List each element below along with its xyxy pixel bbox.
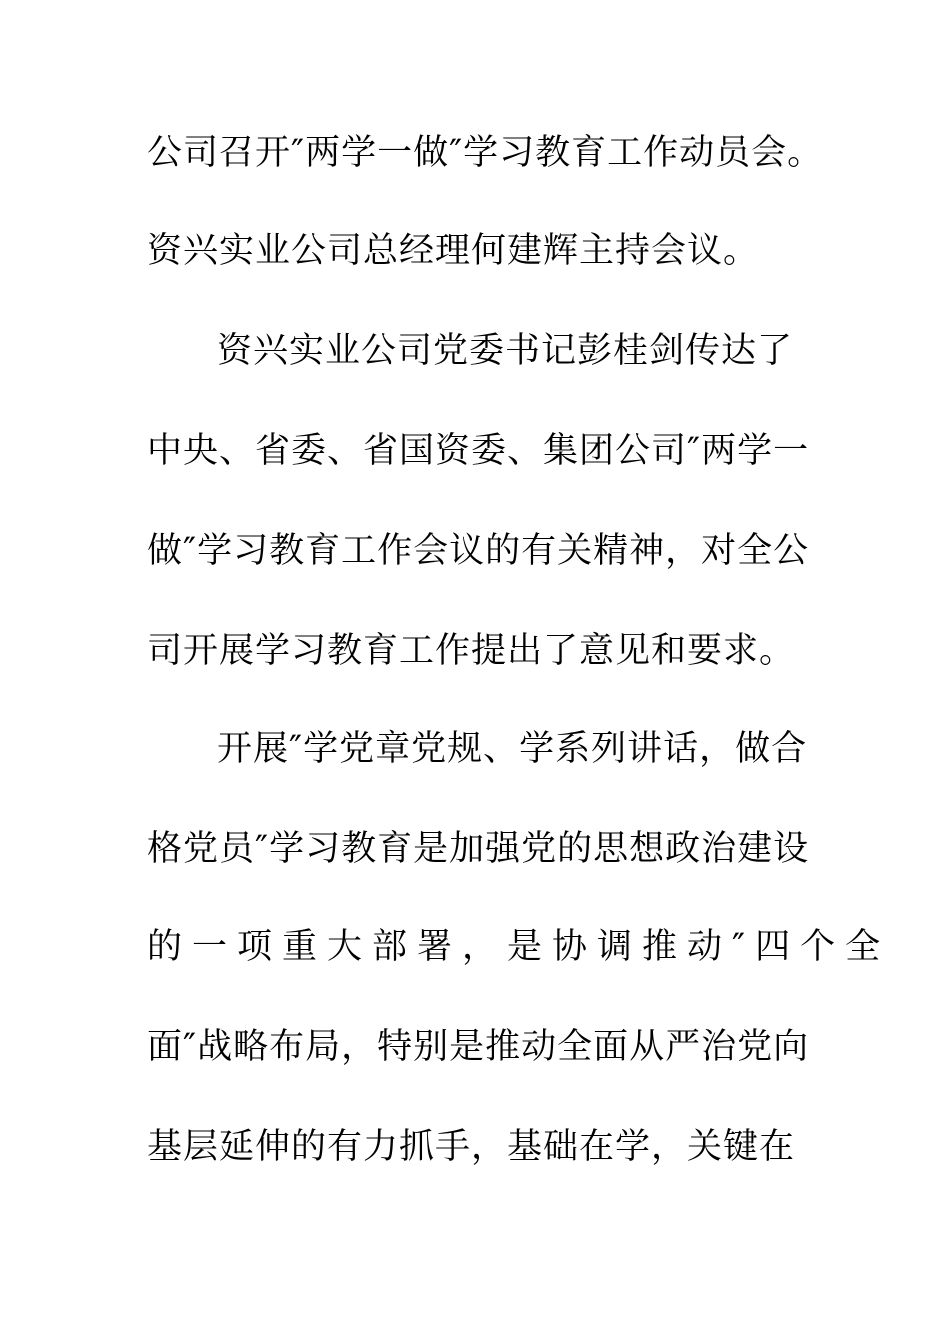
paragraph-line: 做″学习教育工作会议的有关精神，对全公 [147,531,810,571]
paragraph-line: 资兴实业公司总经理何建辉主持会议。 [147,231,760,271]
paragraph-line: 基层延伸的有力抓手，基础在学，关键在 [147,1127,796,1167]
paragraph-line: 面″战略布局，特别是推动全面从严治党向 [147,1027,810,1067]
paragraph-line: 司开展学习教育工作提出了意见和要求。 [147,631,796,671]
paragraph-first-line: 开展″学党章党规、学系列讲话，做合 [217,729,808,769]
paragraph-line: 格党员″学习教育是加强党的思想政治建设 [147,829,810,869]
paragraph-line: 公司召开″两学一做″学习教育工作动员会。 [147,133,824,173]
paragraph-line: 中央、省委、省国资委、集团公司″两学一 [147,431,810,471]
paragraph-line: 的一项重大部署，是协调推动″四个全 [147,927,891,967]
paragraph-first-line: 资兴实业公司党委书记彭桂剑传达了 [217,331,794,371]
